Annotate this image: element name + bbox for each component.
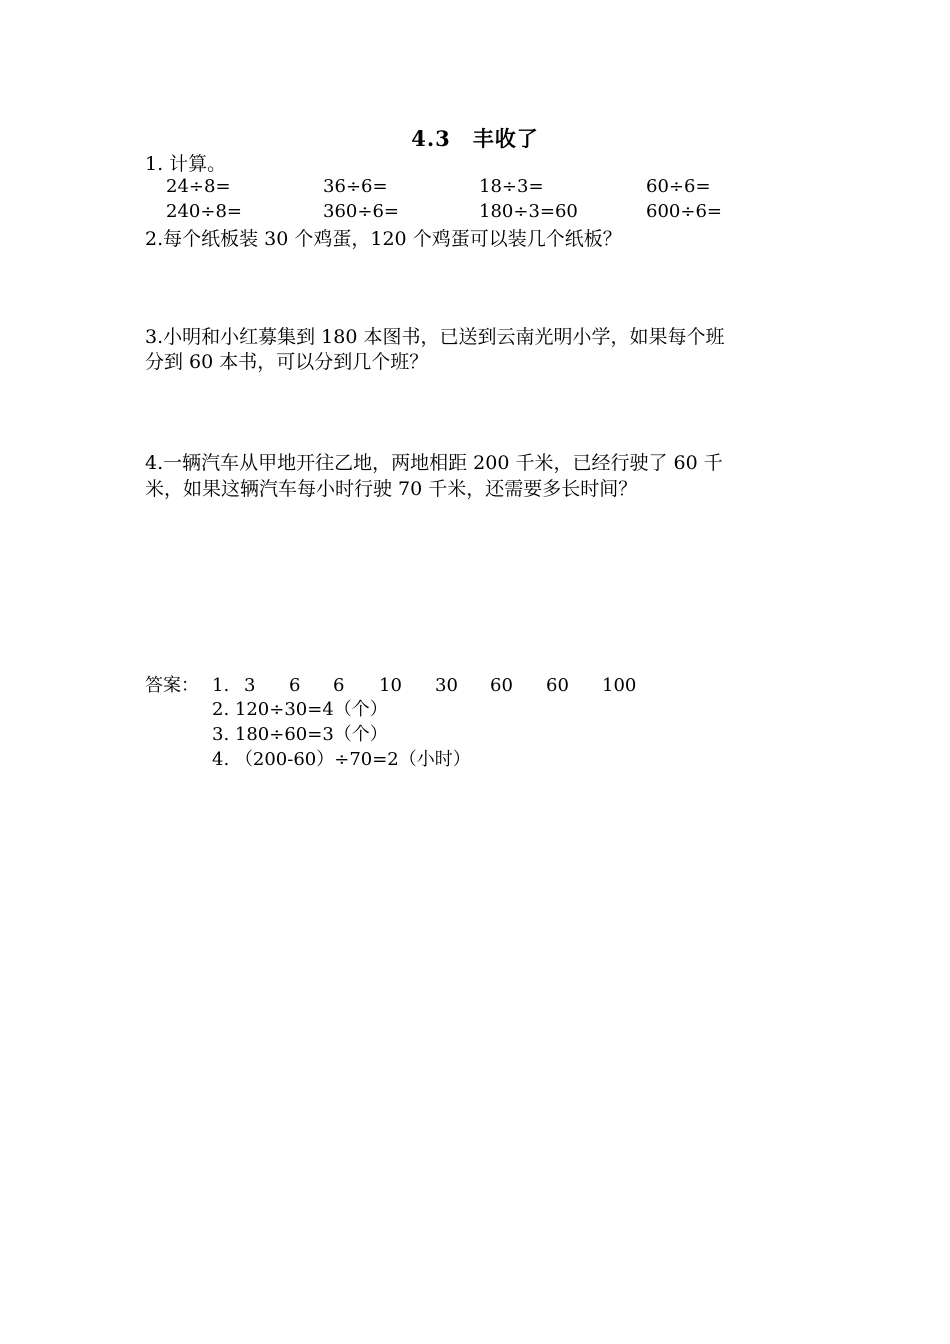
calc-item: 18÷3=: [479, 176, 544, 197]
calc-item: 600÷6=: [646, 201, 722, 222]
answer-1-value: 10: [379, 675, 402, 696]
answer-label: 答案：: [145, 675, 199, 696]
answer-1-prefix: 1.: [212, 675, 230, 696]
question-2: 2.每个纸板装 30 个鸡蛋，120 个鸡蛋可以装几个纸板？: [145, 228, 622, 250]
calc-item: 180÷3=60: [479, 201, 578, 222]
question-3-line-2: 分到 60 本书，可以分到几个班？: [145, 351, 429, 373]
calc-item: 360÷6=: [323, 201, 399, 222]
answer-1-value: 30: [435, 675, 458, 696]
question-1-heading: 1. 计算。: [145, 153, 227, 175]
answer-1-value: 6: [333, 675, 345, 696]
answer-4: 4. （200-60）÷70=2（小时）: [212, 749, 471, 770]
page-title: 4.3 丰收了: [411, 126, 539, 151]
answer-1-value: 3: [244, 675, 256, 696]
calc-item: 60÷6=: [646, 176, 711, 197]
calc-item: 24÷8=: [166, 176, 231, 197]
answer-1-value: 6: [289, 675, 301, 696]
question-4-line-1: 4.一辆汽车从甲地开往乙地，两地相距 200 千米，已经行驶了 60 千: [145, 452, 723, 474]
calc-item: 36÷6=: [323, 176, 388, 197]
answer-1-value: 100: [602, 675, 637, 696]
question-3-line-1: 3.小明和小红募集到 180 本图书，已送到云南光明小学，如果每个班: [145, 326, 725, 348]
question-4-line-2: 米，如果这辆汽车每小时行驶 70 千米，还需要多长时间？: [145, 478, 638, 500]
calc-item: 240÷8=: [166, 201, 242, 222]
answer-2: 2. 120÷30=4（个）: [212, 699, 388, 720]
answer-1-value: 60: [546, 675, 569, 696]
answer-3: 3. 180÷60=3（个）: [212, 724, 388, 745]
answer-1-value: 60: [490, 675, 513, 696]
